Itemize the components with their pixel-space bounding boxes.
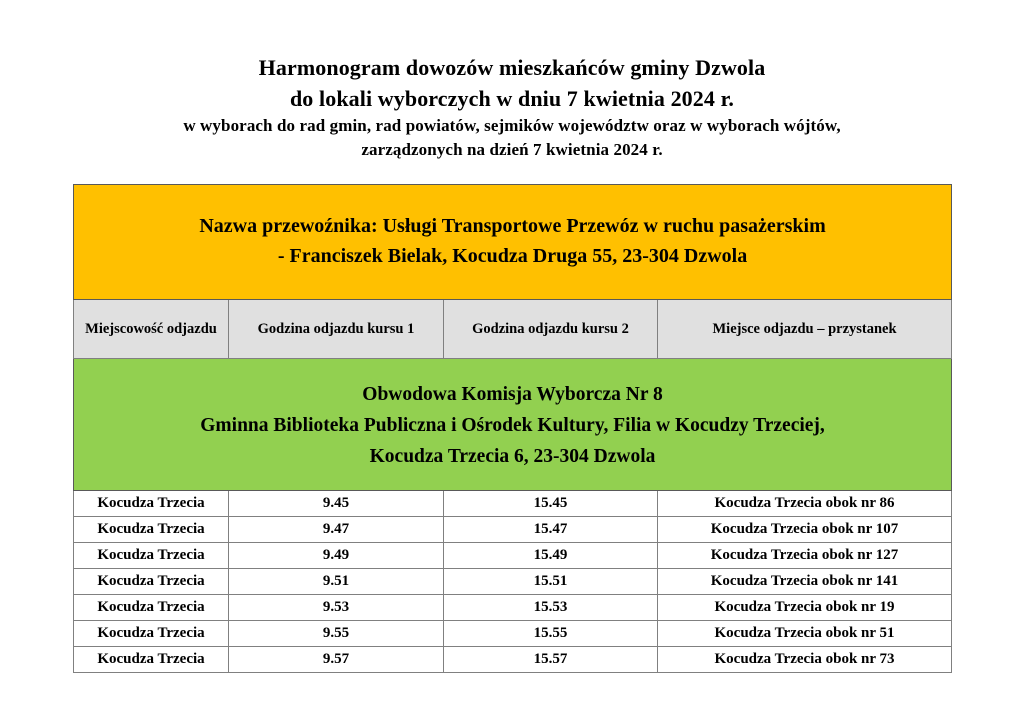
cell-course-1: 9.55	[229, 621, 444, 647]
schedule-table	[73, 184, 952, 673]
cell-course-2: 15.57	[444, 647, 658, 673]
cell-course-2: 15.55	[444, 621, 658, 647]
table-row	[74, 543, 952, 569]
cell-course-1: 9.45	[229, 491, 444, 517]
carrier-banner-line-2: - Franciszek Bielak, Kocudza Druga 55, 23-304 Dzwola	[277, 245, 748, 267]
cell-course-2: 15.51	[444, 569, 658, 595]
cell-course-2: 15.49	[444, 543, 658, 569]
table-row	[74, 621, 952, 647]
commission-banner	[74, 359, 952, 491]
cell-course-1: 9.47	[229, 517, 444, 543]
table-row	[74, 569, 952, 595]
cell-locality: Kocudza Trzecia	[74, 647, 229, 673]
column-header-course-1: Godzina odjazdu kursu 1	[229, 300, 444, 359]
commission-banner-line-2: Gminna Biblioteka Publiczna i Ośrodek Kultury, Filia w Kocudzy Trzeciej,	[200, 415, 825, 436]
cell-stop: Kocudza Trzecia obok nr 127	[658, 543, 952, 569]
cell-stop: Kocudza Trzecia obok nr 107	[658, 517, 952, 543]
page-title-line-1: Harmonogram dowozów mieszkańców gminy Dzwola	[258, 55, 766, 80]
cell-course-2: 15.45	[444, 491, 658, 517]
cell-locality: Kocudza Trzecia	[74, 543, 229, 569]
page-subtitle-line-2: zarządzonych na dzień 7 kwietnia 2024 r.	[361, 140, 663, 159]
cell-stop: Kocudza Trzecia obok nr 73	[658, 647, 952, 673]
page-title-line-2: do lokali wyborczych w dniu 7 kwietnia 2024 r.	[289, 86, 735, 111]
cell-locality: Kocudza Trzecia	[74, 621, 229, 647]
column-header-locality: Miejscowość odjazdu	[74, 300, 229, 359]
cell-locality: Kocudza Trzecia	[74, 517, 229, 543]
cell-course-2: 15.47	[444, 517, 658, 543]
table-row	[74, 647, 952, 673]
cell-course-1: 9.51	[229, 569, 444, 595]
cell-locality: Kocudza Trzecia	[74, 595, 229, 621]
column-header-row	[74, 300, 952, 359]
carrier-banner	[74, 185, 952, 300]
cell-course-1: 9.57	[229, 647, 444, 673]
cell-course-1: 9.53	[229, 595, 444, 621]
carrier-banner-line-1: Nazwa przewoźnika: Usługi Transportowe Przewóz w ruchu pasażerskim	[199, 215, 826, 237]
cell-stop: Kocudza Trzecia obok nr 141	[658, 569, 952, 595]
table-row	[74, 517, 952, 543]
table-row	[74, 491, 952, 517]
carrier-banner-row	[74, 185, 952, 300]
column-header-stop: Miejsce odjazdu – przystanek	[658, 300, 952, 359]
cell-stop: Kocudza Trzecia obok nr 19	[658, 595, 952, 621]
commission-banner-line-3: Kocudza Trzecia 6, 23-304 Dzwola	[369, 446, 656, 467]
document-title-block	[0, 0, 1024, 162]
cell-stop: Kocudza Trzecia obok nr 51	[658, 621, 952, 647]
commission-banner-line-1: Obwodowa Komisja Wyborcza Nr 8	[362, 384, 663, 405]
schedule-table-wrapper	[73, 184, 951, 673]
column-header-course-2: Godzina odjazdu kursu 2	[444, 300, 658, 359]
schedule-table-body	[74, 185, 952, 673]
cell-course-1: 9.49	[229, 543, 444, 569]
cell-locality: Kocudza Trzecia	[74, 569, 229, 595]
cell-course-2: 15.53	[444, 595, 658, 621]
commission-banner-row	[74, 359, 952, 491]
cell-locality: Kocudza Trzecia	[74, 491, 229, 517]
cell-stop: Kocudza Trzecia obok nr 86	[658, 491, 952, 517]
table-row	[74, 595, 952, 621]
page-subtitle-line-1: w wyborach do rad gmin, rad powiatów, sejmików województw oraz w wyborach wójtów,	[183, 116, 841, 135]
